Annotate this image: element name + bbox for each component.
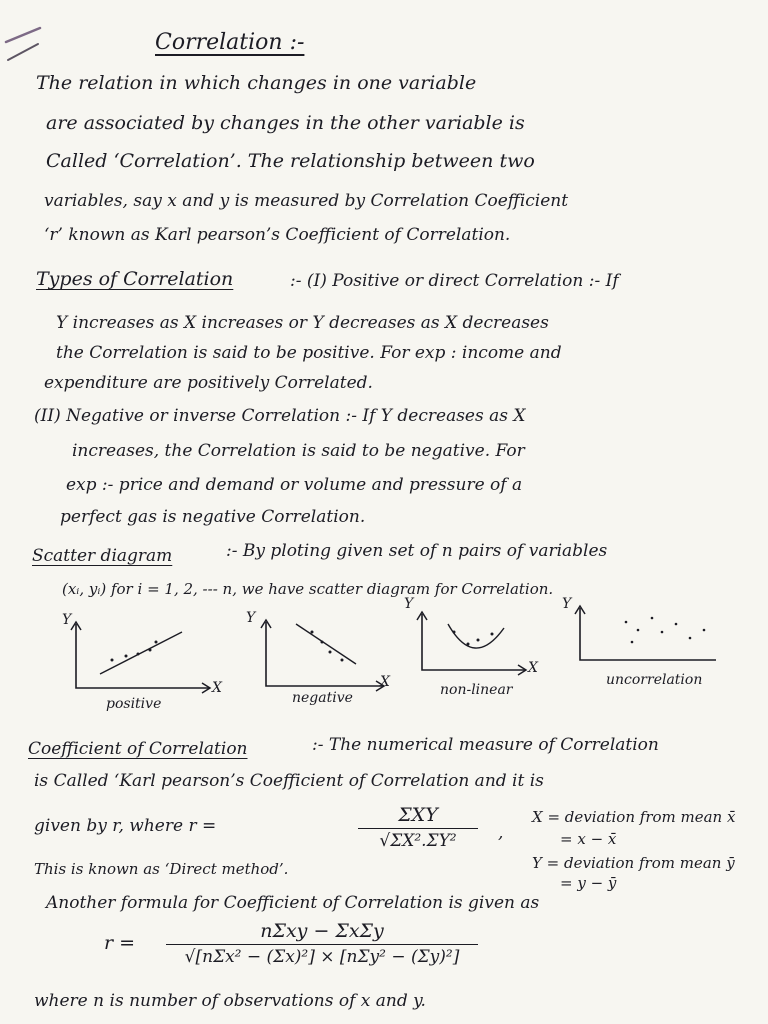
diagram-non-linear-label: non-linear — [440, 682, 513, 698]
direct-formula-denominator: √ΣX².ΣY² — [379, 831, 457, 851]
diagram-non-linear-x-label: X — [528, 660, 538, 676]
diagram-negative-label: negative — [292, 690, 353, 706]
coefficient-intro: :- The numerical measure of Correlation — [312, 735, 659, 755]
direct-formula — [358, 804, 478, 851]
y-deviation-equation: = y − ȳ — [560, 874, 617, 892]
page-title: Correlation :- — [155, 30, 305, 55]
diagram-uncorrelation-label: uncorrelation — [606, 672, 703, 688]
direct-method-note: This is known as ‘Direct method’. — [34, 860, 289, 878]
intro-line-3: Called ‘Correlation’. The relationship between two — [46, 150, 535, 172]
scatter-heading: Scatter diagram — [32, 546, 173, 566]
y-deviation-text: Y = deviation from mean ȳ — [532, 854, 735, 872]
negative-line-3: exp :- price and demand or volume and pressure of a — [66, 475, 523, 495]
diagram-negative-y-label: Y — [246, 610, 256, 626]
r-equals: r = — [104, 932, 136, 954]
diagram-non-linear-y-label: Y — [404, 596, 414, 612]
intro-line-2: are associated by changes in the other variable is — [46, 112, 525, 134]
positive-line-1: Y increases as X increases or Y decreases as X decreases — [56, 313, 549, 333]
negative-line-1: (II) Negative or inverse Correlation :- If Y decreases as X — [34, 406, 526, 426]
scatter-diagram-uncorrelation — [566, 602, 736, 676]
pearson-formula-denominator: √[nΣx² − (Σx)²] × [nΣy² − (Σy)²] — [184, 947, 460, 967]
intro-line-5: ‘r’ known as Karl pearson’s Coefficient of Correlation. — [44, 225, 511, 245]
direct-formula-numerator: ΣXY — [398, 804, 438, 826]
where-n-text: where n is number of observations of x and y. — [34, 991, 426, 1011]
x-deviation-equation: = x − x̄ — [560, 830, 617, 848]
types-heading: Types of Correlation — [36, 268, 234, 290]
diagram-positive-x-label: X — [212, 680, 222, 696]
diagram-uncorrelation-y-label: Y — [562, 596, 572, 612]
x-deviation-text: X = deviation from mean x̄ — [532, 808, 736, 826]
pearson-formula-numerator: nΣxy − ΣxΣy — [260, 920, 384, 942]
given-by-text: given by r, where r = — [34, 816, 217, 836]
direct-formula-bar — [358, 828, 478, 829]
pearson-formula-bar — [166, 944, 478, 945]
scatter-intro: :- By ploting given set of n pairs of variables — [226, 541, 608, 561]
positive-line-2: the Correlation is said to be positive. For exp : income and — [56, 343, 562, 363]
formula-comma: , — [498, 823, 504, 843]
positive-line-3: expenditure are positively Correlated. — [44, 373, 373, 393]
pearson-formula — [166, 920, 478, 967]
diagram-positive-label: positive — [106, 696, 162, 712]
negative-line-2: increases, the Correlation is said to be negative. For — [72, 441, 525, 461]
diagram-positive-y-label: Y — [62, 612, 72, 628]
another-formula-text: Another formula for Coefficient of Correlation is given as — [46, 893, 540, 913]
coefficient-heading: Coefficient of Correlation — [28, 739, 248, 759]
pen-mark-icon — [4, 26, 50, 66]
intro-line-1: The relation in which changes in one variable — [36, 72, 477, 94]
coefficient-line-2: is Called ‘Karl pearson’s Coefficient of Correlation and it is — [34, 771, 544, 791]
negative-line-4: perfect gas is negative Correlation. — [60, 507, 366, 527]
types-positive-intro: :- (I) Positive or direct Correlation :- If — [290, 271, 619, 291]
scatter-line-2: (xᵢ, yᵢ) for i = 1, 2, --- n, we have scatter diagram for Correlation. — [62, 580, 554, 598]
diagram-negative-x-label: X — [380, 674, 390, 690]
intro-line-4: variables, say x and y is measured by Correlation Coefficient — [44, 191, 569, 211]
